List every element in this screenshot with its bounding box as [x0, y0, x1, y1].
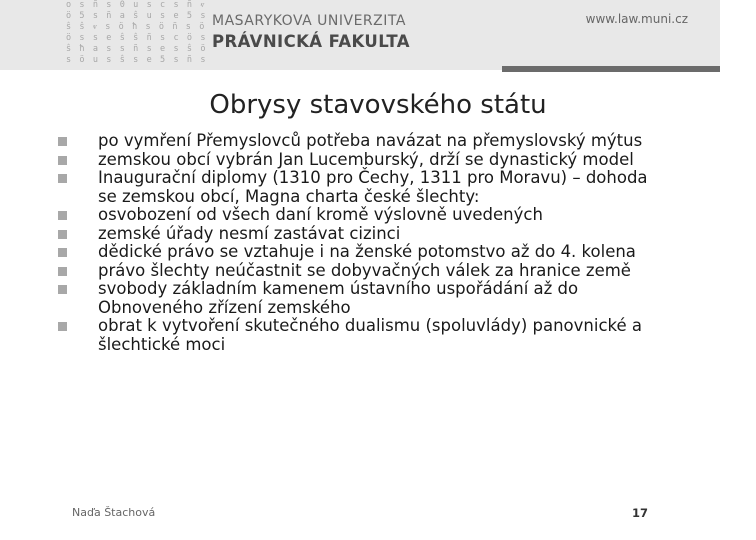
header-accent-bar — [502, 66, 720, 72]
list-item — [78, 262, 668, 281]
list-item — [78, 280, 668, 317]
square-bullet-icon — [58, 211, 67, 220]
list-item-text: osvobození od všech daní kromě výslovně uvedených — [98, 205, 543, 224]
list-item — [78, 225, 668, 244]
list-item — [78, 132, 668, 151]
list-item — [78, 151, 668, 170]
list-item-text: dědické právo se vztahuje i na ženské potomstvo až do 4. kolena — [98, 242, 636, 261]
list-item — [78, 317, 668, 354]
list-item-text: zemskou obcí vybrán Jan Lucemburský, drží se dynastický model — [98, 149, 634, 169]
square-bullet-icon — [58, 322, 67, 331]
list-item-text: svobody základním kamenem ústavního uspořádání až do Obnoveného zřízení zemského — [98, 279, 579, 317]
square-bullet-icon — [58, 248, 67, 257]
list-item — [78, 206, 668, 225]
faculty-url: www.law.muni.cz — [585, 12, 688, 26]
square-bullet-icon — [58, 267, 67, 276]
list-item-text: právo šlechty neúčastnit se dobyvačných válek za hranice země — [98, 260, 631, 280]
muni-letter-grid-logo: o s ñ s 0 u s c s ñ ⱴ ö 5 s ñ a ŝ u s e 5 s ŝ ŝ ⱴ s ö ħ s ö ñ s ö ö s s e ŝ ŝ ñ s c ö s ŝ ħ a s s ñ s e s ŝ ö s ö u s ŝ s e 5 s ñ s — [66, 0, 208, 65]
list-item — [78, 169, 668, 206]
bullet-list — [78, 132, 668, 354]
slide-title: Obrysy stavovského státu — [209, 90, 547, 120]
footer-author: Naďa Štachová — [72, 506, 156, 519]
list-item-text: zemské úřady nesmí zastávat cizinci — [98, 223, 401, 243]
list-item-text: Inaugurační diplomy (1310 pro Čechy, 1311 pro Moravu) – dohoda se zemskou obcí, Magna charta české šlechty: — [98, 168, 648, 206]
list-item-text: po vymření Přemyslovců potřeba navázat na přemyslovský mýtus — [98, 131, 643, 150]
university-name: MASARYKOVA UNIVERZITA — [212, 13, 406, 29]
slide-header — [0, 0, 720, 70]
faculty-name: PRÁVNICKÁ FAKULTA — [212, 32, 410, 51]
list-item-text: obrat k vytvoření skutečného dualismu (spoluvlády) panovnické a šlechtické moci — [98, 316, 642, 354]
square-bullet-icon — [58, 156, 67, 165]
square-bullet-icon — [58, 230, 67, 239]
page-number: 17 — [632, 506, 649, 520]
square-bullet-icon — [58, 285, 67, 294]
list-item — [78, 243, 668, 262]
square-bullet-icon — [58, 137, 67, 146]
square-bullet-icon — [58, 174, 67, 183]
